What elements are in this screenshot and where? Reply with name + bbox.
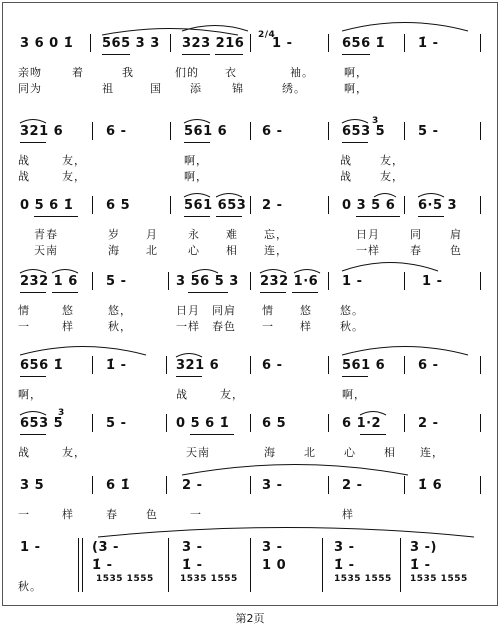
slur — [258, 266, 288, 274]
barline — [168, 538, 169, 592]
lyric: 友， — [62, 154, 86, 167]
lyric: 春 — [410, 244, 422, 257]
barline — [322, 538, 323, 592]
barline — [166, 414, 167, 432]
measure-5: 656 1̇ — [342, 36, 386, 51]
measure-6: 5 - — [418, 124, 439, 139]
measure-3: 2 - — [182, 478, 203, 493]
underline — [360, 434, 386, 435]
barline — [404, 356, 405, 374]
lyric: 色 — [146, 508, 158, 521]
underline — [260, 292, 286, 293]
lyric: 日月 — [176, 304, 200, 317]
lyric: 友， — [62, 170, 86, 183]
measure-1: 653 5 — [20, 416, 64, 431]
measure-1: 0 5 6 1̇ — [20, 198, 74, 213]
lyric: 战 — [18, 154, 30, 167]
melody-measure-3: 3 - — [182, 540, 203, 555]
lyric: 情 — [262, 304, 274, 317]
barline — [480, 414, 481, 432]
barline — [404, 34, 405, 52]
barline — [328, 356, 329, 374]
melody-measure-2: (3 - — [92, 540, 119, 555]
accomp-measure-2b: 1535 1555 — [180, 574, 238, 584]
lyric: 永 — [188, 228, 200, 241]
barline — [404, 122, 405, 140]
underline — [52, 292, 78, 293]
underline — [20, 434, 46, 435]
measure-4: 3 - — [262, 478, 283, 493]
lyric: 连， — [264, 244, 288, 257]
slur — [340, 20, 470, 32]
melody-measure-1: 1 - — [20, 540, 41, 555]
measure-4: 6 - — [262, 124, 283, 139]
measure-4: 1 - — [272, 36, 293, 51]
barline — [92, 272, 93, 290]
lyric: 一 — [262, 320, 274, 333]
barline — [168, 272, 169, 290]
measure-1: 3 5 — [20, 478, 45, 493]
lyric: 日月 — [356, 228, 380, 241]
lyric: 悠。 — [340, 304, 364, 317]
barline — [480, 356, 481, 374]
lyric: 样 — [62, 320, 74, 333]
accomp-measure-2: 1̇ - — [182, 558, 203, 573]
slur — [292, 266, 322, 274]
underline — [34, 216, 78, 217]
underline — [20, 142, 46, 143]
lyric: 月 — [146, 228, 158, 241]
melody-measure-6: 3 -) — [410, 540, 437, 555]
measure-3: 323 216 — [182, 36, 245, 51]
measure-2: 1̇ - — [106, 358, 127, 373]
slur — [214, 190, 244, 198]
lyric: 相 — [226, 244, 238, 257]
slur — [18, 116, 48, 124]
measure-6: 1̇ 6 — [418, 478, 443, 493]
lyric: 天南 — [34, 244, 58, 257]
lyric: 锦 — [232, 82, 244, 95]
score-frame — [2, 2, 498, 606]
lyric: 着 — [72, 66, 84, 79]
lyric: 一 — [190, 508, 202, 521]
accomp-measure-3: 1 0 — [262, 558, 287, 573]
accomp-measure-5b: 1535 1555 — [410, 574, 468, 584]
lyric: 忘， — [264, 228, 288, 241]
lyric: 啊， — [184, 154, 208, 167]
measure-1: 3 6 0 1̇ — [20, 36, 74, 51]
measure-3: 321 6 — [176, 358, 220, 373]
measure-1: 232 1 6 — [20, 274, 78, 289]
measure-6: 6·5 3 — [418, 198, 458, 213]
lyric: 北 — [304, 446, 316, 459]
underline — [184, 142, 210, 143]
underline — [342, 54, 370, 55]
measure-3: 0 5 6 1̇ — [176, 416, 230, 431]
lyric: 啊， — [184, 170, 208, 183]
time-signature: 2/4 — [258, 30, 276, 40]
underline — [20, 292, 46, 293]
lyric: 秋。 — [18, 580, 42, 593]
slur — [182, 190, 212, 198]
measure-4: 6 5 — [262, 416, 287, 431]
barline — [404, 476, 405, 494]
barline — [480, 272, 481, 290]
lyric: 友， — [380, 154, 404, 167]
measure-6: 1̇ - — [418, 36, 439, 51]
lyric: 心 — [344, 446, 356, 459]
lyric: 啊， — [18, 388, 42, 401]
lyric: 难 — [226, 228, 238, 241]
page-number: 第2页 — [235, 612, 265, 625]
barline — [92, 122, 93, 140]
barline — [92, 476, 93, 494]
measure-3: 3 56 5 3 — [176, 274, 239, 289]
barline — [250, 196, 251, 214]
grace-note: 3 — [58, 408, 65, 418]
lyric: 秋， — [108, 320, 132, 333]
barline — [170, 34, 171, 52]
measure-3: 561 653 — [184, 198, 247, 213]
measure-4: 6 - — [262, 358, 283, 373]
underline — [292, 292, 318, 293]
lyric: 国 — [150, 82, 162, 95]
lyric: 同为 — [18, 82, 42, 95]
lyric: 战 — [18, 446, 30, 459]
lyric: 海 — [264, 446, 276, 459]
measure-2: 5 - — [106, 416, 127, 431]
melody-measure-5: 3 - — [334, 540, 355, 555]
underline — [188, 292, 228, 293]
lyric: 悠 — [300, 304, 312, 317]
underline — [102, 54, 130, 55]
measure-1: 656 1̇ — [20, 358, 64, 373]
underline — [215, 54, 243, 55]
lyric: 同肩 — [212, 304, 236, 317]
slur — [190, 266, 220, 274]
measure-2: 5 - — [106, 274, 127, 289]
barline — [480, 34, 481, 52]
measure-5: 6 1·2 — [342, 416, 382, 431]
barline — [328, 122, 329, 140]
slur — [174, 350, 204, 358]
lyric: 一样 — [356, 244, 380, 257]
barline — [328, 34, 329, 52]
lyric: 情 — [18, 304, 30, 317]
slur — [340, 116, 370, 124]
measure-4: 232 1·6 — [260, 274, 319, 289]
underline — [216, 216, 242, 217]
lyric: 海 — [108, 244, 120, 257]
lyric: 一 — [18, 508, 30, 521]
measure-2: 565 3 3 — [102, 36, 160, 51]
lyric: 春色 — [212, 320, 236, 333]
barline — [92, 356, 93, 374]
accomp-measure-1: 1̇ - — [92, 558, 113, 573]
slur — [358, 408, 388, 416]
slur — [18, 266, 48, 274]
lyric: 同 — [410, 228, 422, 241]
barline — [250, 476, 251, 494]
barline — [250, 34, 251, 52]
measure-4: 2 - — [262, 198, 283, 213]
lyric: 一 — [18, 320, 30, 333]
lyric: 悠， — [108, 304, 132, 317]
lyric: 啊， — [344, 66, 368, 79]
slur — [18, 344, 148, 356]
barline — [480, 196, 481, 214]
barline — [250, 122, 251, 140]
underline — [20, 376, 46, 377]
slur — [180, 462, 410, 476]
grace-note: 3 — [372, 116, 379, 126]
lyric: 友， — [380, 170, 404, 183]
barline — [82, 538, 83, 592]
lyric: 色 — [450, 244, 462, 257]
barline — [404, 272, 405, 290]
barline — [328, 272, 329, 290]
lyric: 样 — [300, 320, 312, 333]
barline — [328, 476, 329, 494]
barline — [328, 414, 329, 432]
lyric: 秋。 — [340, 320, 364, 333]
barline — [480, 122, 481, 140]
barline — [480, 476, 481, 494]
lyric: 心 — [188, 244, 200, 257]
lyric: 绣。 — [282, 82, 306, 95]
measure-6: 2 - — [418, 416, 439, 431]
slur — [180, 22, 250, 32]
measure-1: 321 6 — [20, 124, 64, 139]
lyric: 一样 — [176, 320, 200, 333]
barline — [92, 196, 93, 214]
slur — [340, 260, 440, 272]
lyric: 战 — [340, 154, 352, 167]
measure-5: 1 - — [342, 274, 363, 289]
underline — [184, 216, 210, 217]
accomp-measure-5: 1̇ - — [410, 558, 431, 573]
underline — [182, 54, 210, 55]
lyric: 亲吻 — [18, 66, 42, 79]
lyric: 样 — [62, 508, 74, 521]
underline — [342, 376, 368, 377]
lyric: 相 — [384, 446, 396, 459]
lyric: 战 — [340, 170, 352, 183]
barline — [404, 196, 405, 214]
measure-6: 6 - — [418, 358, 439, 373]
slur — [182, 116, 212, 124]
lyric: 肩 — [450, 228, 462, 241]
measure-5: 2 - — [342, 478, 363, 493]
lyric: 春 — [106, 508, 118, 521]
measure-2: 6 - — [106, 124, 127, 139]
barline — [170, 122, 171, 140]
barline — [404, 414, 405, 432]
lyric: 我 — [122, 66, 134, 79]
lyric: 衣 — [225, 66, 237, 79]
lyric: 北 — [146, 244, 158, 257]
lyric: 样 — [342, 508, 354, 521]
measure-5: 0 3 5 6 — [342, 198, 396, 213]
lyric: 友， — [62, 446, 86, 459]
lyric: 青春 — [34, 228, 58, 241]
lyric: 袖。 — [290, 66, 314, 79]
measure-5: 653 5 — [342, 124, 386, 139]
accomp-measure-1b: 1535 1555 — [96, 574, 154, 584]
barline — [78, 538, 79, 592]
lyric: 战 — [18, 170, 30, 183]
barline — [250, 272, 251, 290]
lyric: 啊， — [344, 82, 368, 95]
slur — [50, 266, 80, 274]
barline — [90, 34, 91, 52]
measure-2: 6 1̇ — [106, 478, 131, 493]
lyric: 友， — [220, 388, 244, 401]
underline — [342, 142, 368, 143]
underline — [190, 434, 234, 435]
underline — [418, 216, 444, 217]
lyric: 啊， — [342, 388, 366, 401]
underline — [356, 216, 400, 217]
barline — [170, 196, 171, 214]
lyric: 悠 — [62, 304, 74, 317]
barline — [166, 476, 167, 494]
accomp-measure-4: 1̇ - — [334, 558, 355, 573]
slur — [340, 344, 470, 356]
barline — [166, 356, 167, 374]
barline — [400, 538, 401, 592]
lyric: 连， — [420, 446, 444, 459]
underline — [176, 376, 202, 377]
slur — [96, 526, 476, 538]
slur — [18, 408, 48, 416]
slur — [416, 190, 446, 198]
barline — [92, 414, 93, 432]
barline — [250, 414, 251, 432]
lyric: 们的 — [175, 66, 199, 79]
lyric: 战 — [176, 388, 188, 401]
barline — [250, 538, 251, 592]
lyric: 祖 — [102, 82, 114, 95]
measure-6: 1 - — [422, 274, 443, 289]
measure-5: 561 6 — [342, 358, 386, 373]
measure-3: 561 6 — [184, 124, 228, 139]
lyric: 岁 — [108, 228, 120, 241]
slur — [372, 190, 398, 198]
barline — [250, 356, 251, 374]
lyric: 添 — [190, 82, 202, 95]
lyric: 天南 — [186, 446, 210, 459]
melody-measure-4: 3 - — [262, 540, 283, 555]
measure-2: 6 5 — [106, 198, 131, 213]
accomp-measure-4b: 1535 1555 — [334, 574, 392, 584]
barline — [328, 196, 329, 214]
